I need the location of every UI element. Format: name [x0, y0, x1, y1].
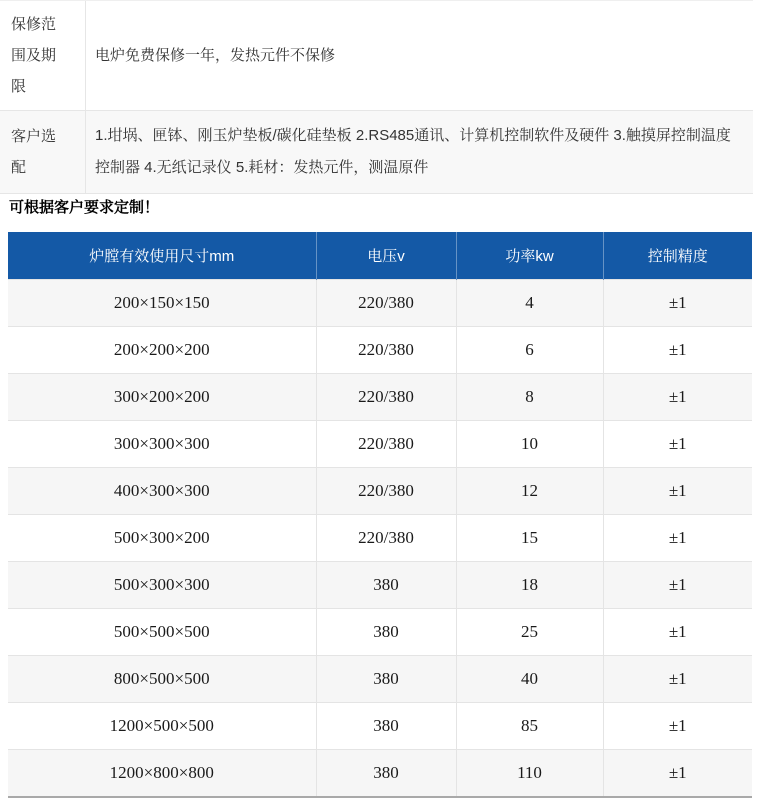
warranty-content: 电炉免费保修一年，发热元件不保修 [95, 46, 336, 64]
table-row [8, 703, 752, 750]
column-header: 控制精度 [603, 232, 752, 280]
table-cell: 380 [316, 562, 456, 609]
table-row [8, 656, 752, 703]
table-row [8, 280, 752, 327]
table-row [8, 421, 752, 468]
table-row [8, 468, 752, 515]
custom-note: 可根据客户要求定制！ [9, 199, 160, 216]
table-row [8, 515, 752, 562]
table-cell: 220/380 [316, 468, 456, 515]
options-row [0, 110, 753, 194]
table-cell: 25 [456, 609, 603, 656]
table-cell: ±1 [603, 750, 752, 798]
table-cell: 800×500×500 [8, 656, 316, 703]
table-cell: 12 [456, 468, 603, 515]
table-cell: 220/380 [316, 421, 456, 468]
column-header: 功率kw [456, 232, 603, 280]
table-cell: 1200×800×800 [8, 750, 316, 798]
table-cell: ±1 [603, 703, 752, 750]
table-cell: 500×300×200 [8, 515, 316, 562]
row-label-text: 客户选配 [11, 128, 57, 176]
table-cell: 500×500×500 [8, 609, 316, 656]
row-label-text: 保修范围及期限 [11, 16, 57, 95]
options-content: 1.坩埚、匣钵、刚玉炉垫板/碳化硅垫板 2.RS485通讯、计算机控制软件及硬件 3.触摸屏控制温度控制器 4.无纸记录仪 5.耗材：发热元件，测温原件 [86, 110, 753, 194]
table-cell: ±1 [603, 374, 752, 421]
row-label-warranty [0, 1, 86, 110]
row-label-options [0, 110, 86, 194]
column-header: 电压v [316, 232, 456, 280]
table-row [8, 374, 752, 421]
table-cell: 300×200×200 [8, 374, 316, 421]
spec-table-head [8, 232, 752, 280]
table-cell: ±1 [603, 609, 752, 656]
table-cell: ±1 [603, 515, 752, 562]
table-cell: 400×300×300 [8, 468, 316, 515]
table-cell: 110 [456, 750, 603, 798]
warranty-row [0, 1, 753, 110]
table-cell: 6 [456, 327, 603, 374]
table-cell: 220/380 [316, 280, 456, 327]
table-cell: 1200×500×500 [8, 703, 316, 750]
warranty-options-table [0, 0, 753, 194]
table-cell: ±1 [603, 280, 752, 327]
spec-table [8, 232, 752, 798]
table-cell: 15 [456, 515, 603, 562]
table-cell: ±1 [603, 656, 752, 703]
table-cell: 300×300×300 [8, 421, 316, 468]
table-cell: ±1 [603, 327, 752, 374]
table-cell: 500×300×300 [8, 562, 316, 609]
table-row [8, 750, 752, 798]
table-cell: ±1 [603, 421, 752, 468]
table-cell: 200×150×150 [8, 280, 316, 327]
spec-table-header-row [8, 232, 752, 280]
table-cell: ±1 [603, 468, 752, 515]
table-cell: 380 [316, 750, 456, 798]
table-cell: 380 [316, 656, 456, 703]
table-cell: 220/380 [316, 374, 456, 421]
table-cell: 380 [316, 609, 456, 656]
table-cell: 220/380 [316, 327, 456, 374]
spec-table-body [8, 280, 752, 798]
table-cell: 8 [456, 374, 603, 421]
table-cell: 220/380 [316, 515, 456, 562]
table-cell: 4 [456, 280, 603, 327]
table-row [8, 609, 752, 656]
table-cell: 10 [456, 421, 603, 468]
table-cell: 380 [316, 703, 456, 750]
table-cell: ±1 [603, 562, 752, 609]
table-row [8, 327, 752, 374]
table-row [8, 562, 752, 609]
table-cell: 200×200×200 [8, 327, 316, 374]
column-header: 炉膛有效使用尺寸mm [8, 232, 316, 280]
table-cell: 40 [456, 656, 603, 703]
table-cell: 18 [456, 562, 603, 609]
table-cell: 85 [456, 703, 603, 750]
